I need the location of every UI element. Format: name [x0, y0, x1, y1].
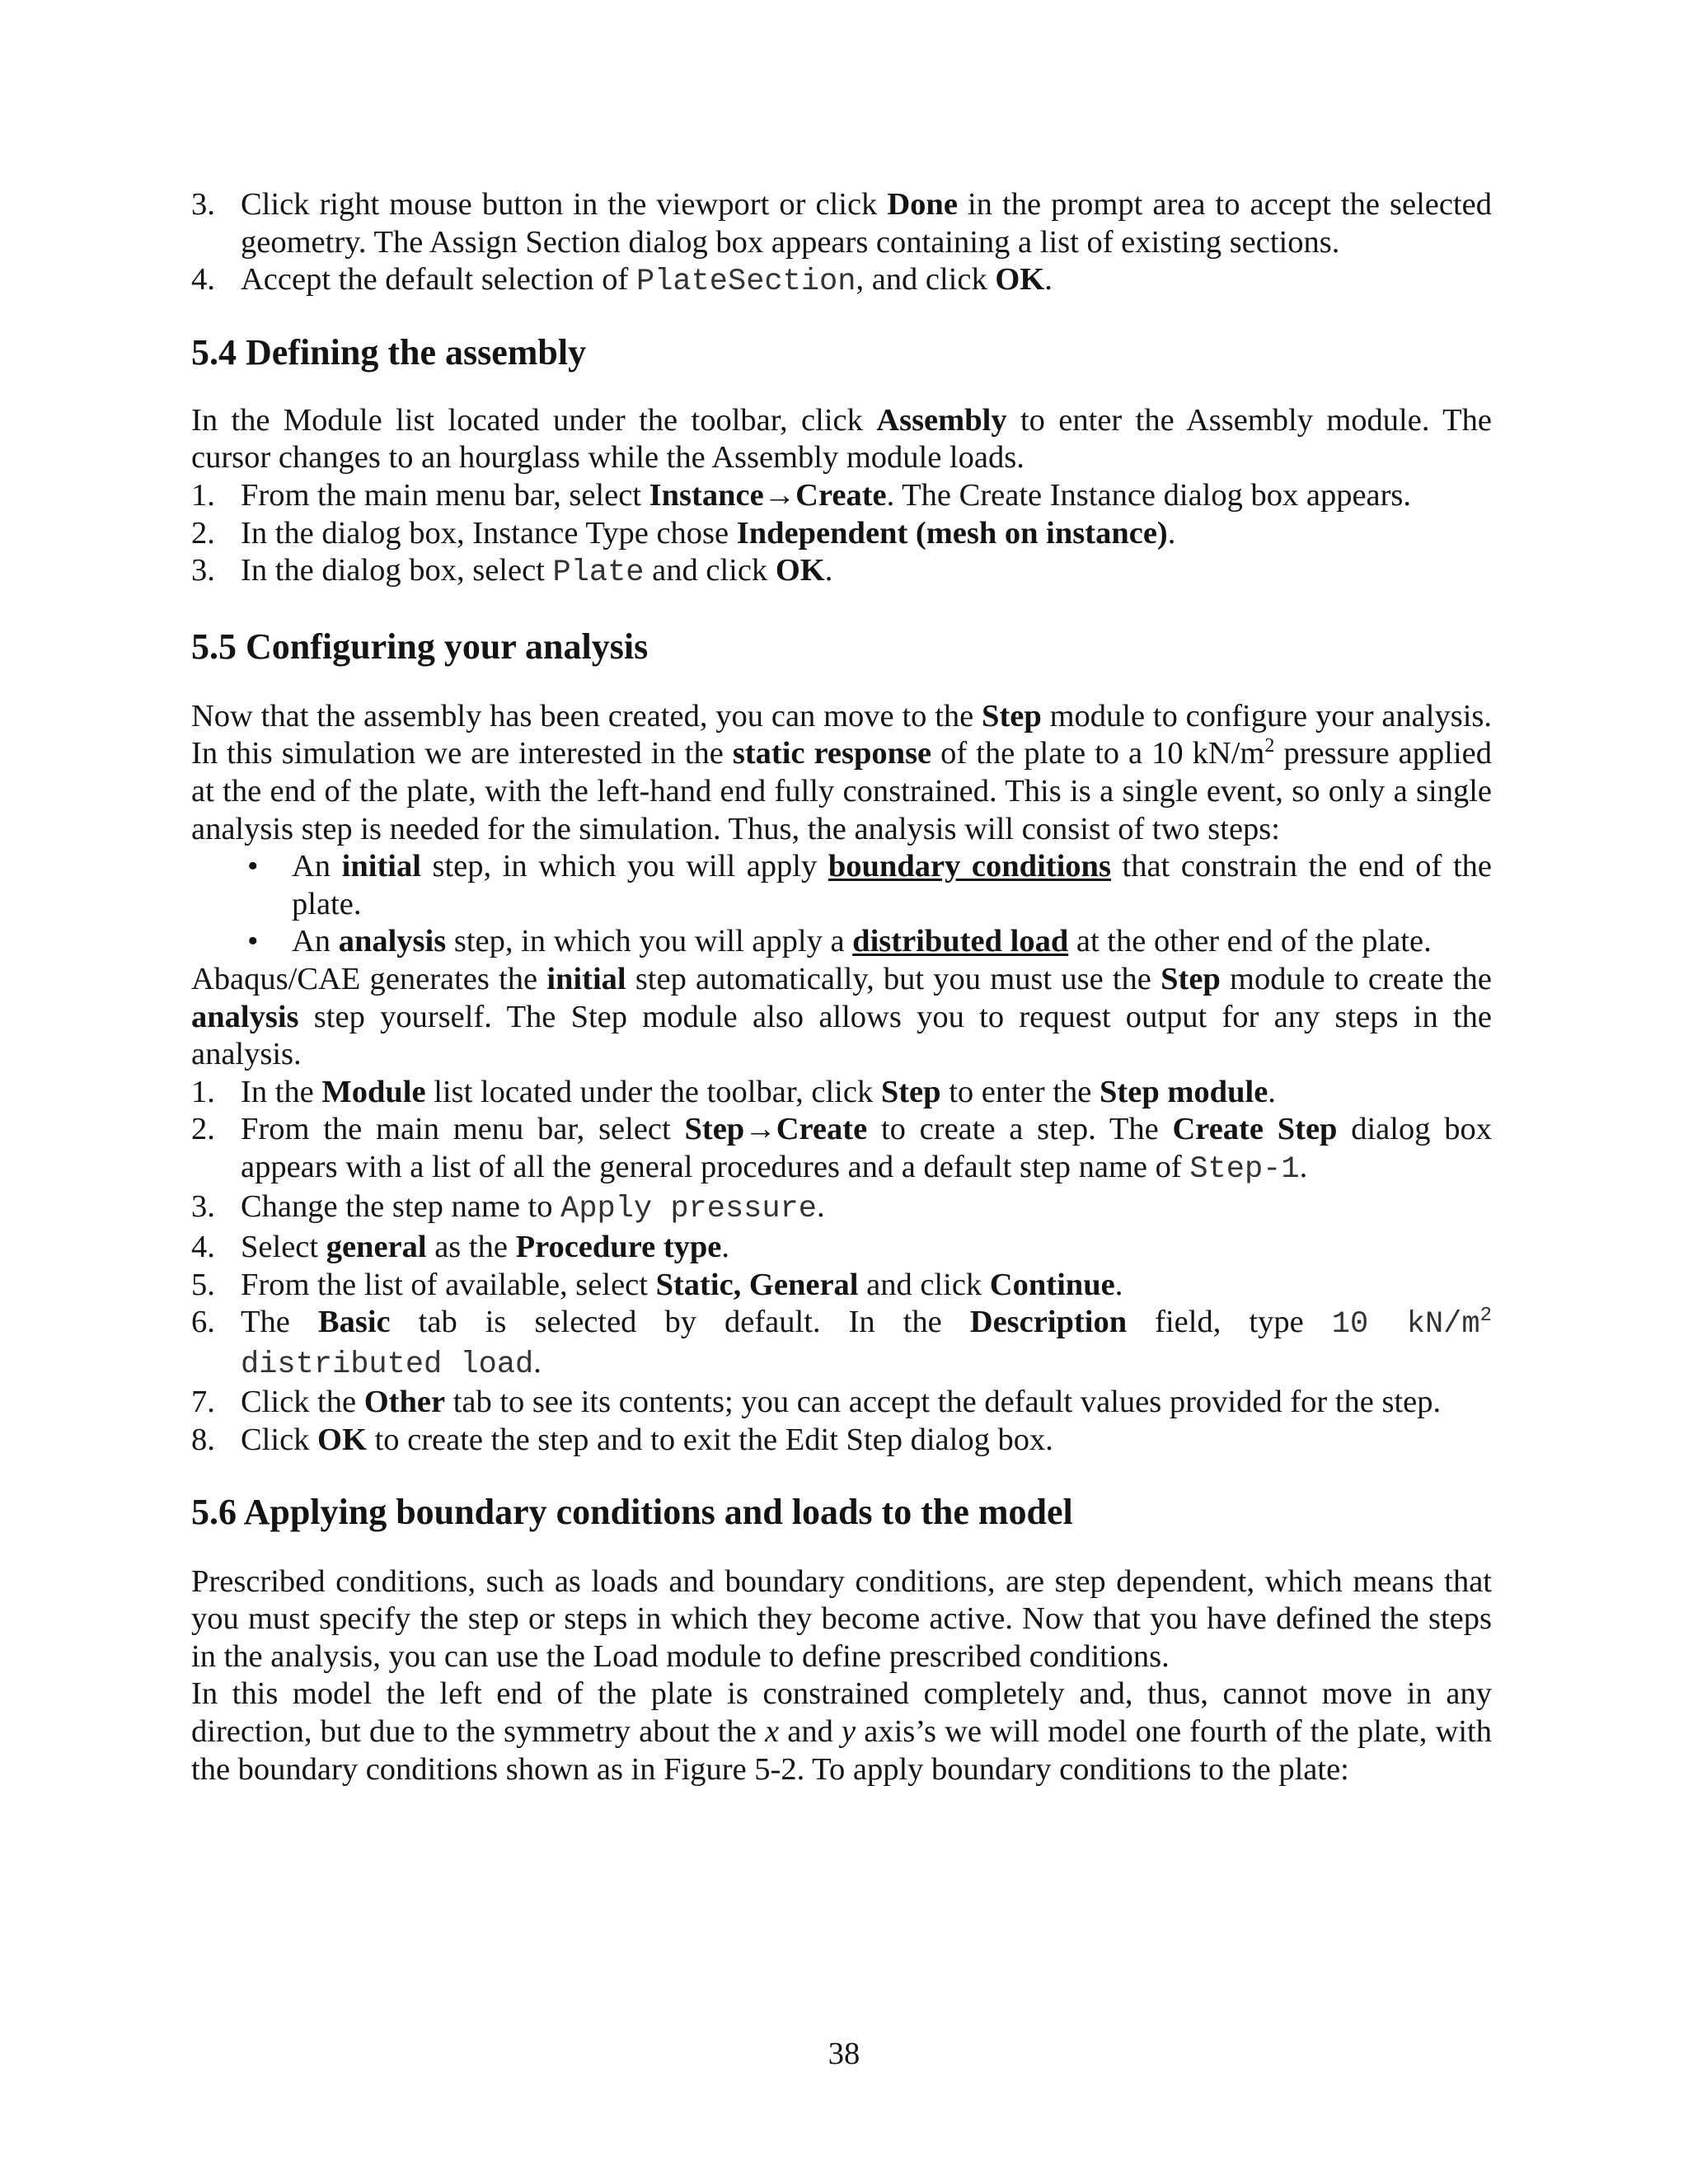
superscript: 2	[1479, 1305, 1492, 1328]
list-item: 2. From the main menu bar, select Step→Create to create a step. The Create Step dialog box appears with a list of all the general procedures and a default step name of Step-1.	[191, 1112, 1492, 1187]
bullet-item: • An initial step, in which you will apply boundary conditions that constrain the end of the plate.	[247, 849, 1492, 921]
list-item: 1. In the Module list located under the toolbar, click Step to enter the Step module.	[191, 1074, 1492, 1112]
list-item: 7. Click the Other tab to see its contents; you can accept the default values provided for the step.	[191, 1384, 1492, 1422]
underlined-term: distributed load	[852, 924, 1069, 959]
italic-variable: y	[842, 1714, 856, 1749]
list-item: 4. Select general as the Procedure type.	[191, 1229, 1492, 1267]
bold-term: OK	[317, 1422, 367, 1458]
bold-term: initial	[341, 849, 421, 884]
code-text: Apply pressure	[560, 1192, 817, 1227]
list-number: 6.	[191, 1305, 215, 1340]
bold-term: Create Step	[1172, 1112, 1338, 1147]
paragraph: Abaqus/CAE generates the initial step automatically, but you must use the Step module to create the analysis step yourself. The Step module also allows you to request output for any steps in the analysis.	[191, 961, 1492, 1072]
list-item: 3. Change the step name to Apply pressure.	[191, 1189, 825, 1227]
list-number: 7.	[191, 1385, 215, 1420]
italic-variable: x	[765, 1714, 780, 1749]
list-number: 3.	[191, 187, 215, 222]
list-number: 3.	[191, 1189, 215, 1225]
document-page	[191, 186, 1492, 1788]
code-text: Plate	[552, 555, 645, 591]
paragraph: Now that the assembly has been created, you can move to the Step module to configure your analysis. In this simulation we are interested in the static response of the plate to a 10 $kN/m^2$ pressure applied at the end of the plate, with the left-hand end fully constrained. This is a single event, so only a single analysis step is needed for the simulation. Thus, the analysis will consist of two steps:	[191, 698, 1492, 846]
bold-term: Step→Create	[684, 1112, 868, 1147]
list-number: 2.	[191, 1112, 215, 1147]
paragraph: In this model the left end of the plate is constrained completely and, thus, cannot move in any direction, but due to the symmetry about the x and y axis’s we will model one fourth of the plate, with the boundary conditions shown as in Figure 5-2. To apply boundary conditions to the plate:	[191, 1676, 1493, 1787]
list-item: 6. The Basic tab is selected by default. In the Description field, type 10 $kN/m^2$ distributed load.	[191, 1305, 1492, 1382]
section-heading: 5.5 Configuring your analysis	[191, 626, 649, 667]
superscript: 2	[1264, 735, 1275, 757]
bold-term: Other	[363, 1385, 446, 1420]
list-number: 8.	[191, 1422, 215, 1458]
list-number: 5.	[191, 1267, 215, 1302]
paragraph: In the Module list located under the toolbar, click Assembly to enter the Assembly module. The cursor changes to an hourglass while the Assembly module loads.	[191, 402, 1492, 476]
bullet-icon: •	[247, 924, 259, 959]
list-item: 8. Click OK to create the step and to exit the Edit Step dialog box.	[191, 1422, 1492, 1460]
bold-term: Step	[1160, 961, 1221, 996]
bold-term: OK	[995, 262, 1045, 298]
list-number: 4.	[191, 1230, 215, 1265]
paragraph: Prescribed conditions, such as loads and boundary conditions, are step dependent, which means that you must specify the step or steps in which they become active. Now that you have defined the steps in the analysis, you can use the Load module to define prescribed conditions.	[191, 1563, 1492, 1674]
list-item: 5. From the list of available, select Static, General and click Continue.	[191, 1267, 1492, 1305]
bold-term: Step module	[1100, 1074, 1268, 1109]
list-number: 1.	[191, 1074, 215, 1109]
section-heading: 5.4 Defining the assembly	[191, 331, 587, 373]
bold-term: Procedure type	[515, 1230, 722, 1265]
bold-term: Step	[982, 698, 1042, 733]
underlined-term: boundary conditions	[828, 849, 1111, 884]
section-heading: 5.6 Applying boundary conditions and loads to the model	[191, 1491, 1073, 1532]
list-item: 3. Click right mouse button in the viewport or click Done in the prompt area to accept the selected geometry. The Assign Section dialog box appears containing a list of existing sections.	[191, 187, 1492, 260]
list-number: 1.	[191, 477, 215, 513]
code-text: distributed load	[241, 1347, 534, 1382]
code-text: PlateSection	[635, 265, 856, 300]
list-item: 4. Accept the default selection of PlateSection, and click OK.	[191, 262, 1053, 300]
bold-term: Module	[321, 1074, 426, 1109]
bold-term: analysis	[338, 924, 447, 959]
bold-term: Independent (mesh on instance)	[736, 515, 1168, 551]
page-number: 38	[828, 2036, 860, 2071]
bullet-icon: •	[247, 849, 259, 884]
list-item: 2. In the dialog box, Instance Type chose Independent (mesh on instance).	[191, 515, 1492, 553]
bold-term: Continue	[989, 1267, 1115, 1302]
bold-term: Assembly	[876, 402, 1007, 438]
bold-term: Basic	[317, 1305, 391, 1340]
bold-term: Static, General	[655, 1267, 859, 1302]
bullet-item: • An analysis step, in which you will apply a distributed load at the other end of the plate.	[191, 923, 1492, 961]
bold-term: Done	[887, 187, 958, 222]
list-item: 1. From the main menu bar, select Instance→Create. The Create Instance dialog box appears.	[191, 477, 1492, 515]
code-text: 10 kN/m	[1331, 1307, 1480, 1343]
bold-term: static response	[732, 736, 932, 771]
code-text: Step-1	[1189, 1151, 1300, 1187]
bold-term: Instance→Create	[649, 477, 887, 513]
bold-term: Description	[969, 1305, 1128, 1340]
list-number: 3.	[191, 553, 215, 588]
bold-term: general	[326, 1230, 427, 1265]
bold-term: OK	[775, 553, 825, 588]
bold-term: Step	[880, 1074, 941, 1109]
list-item: 3. In the dialog box, select Plate and click OK.	[191, 553, 833, 591]
bold-term: initial	[546, 961, 626, 996]
list-number: 4.	[191, 262, 215, 298]
bold-term: analysis	[191, 999, 299, 1034]
list-number: 2.	[191, 515, 215, 551]
